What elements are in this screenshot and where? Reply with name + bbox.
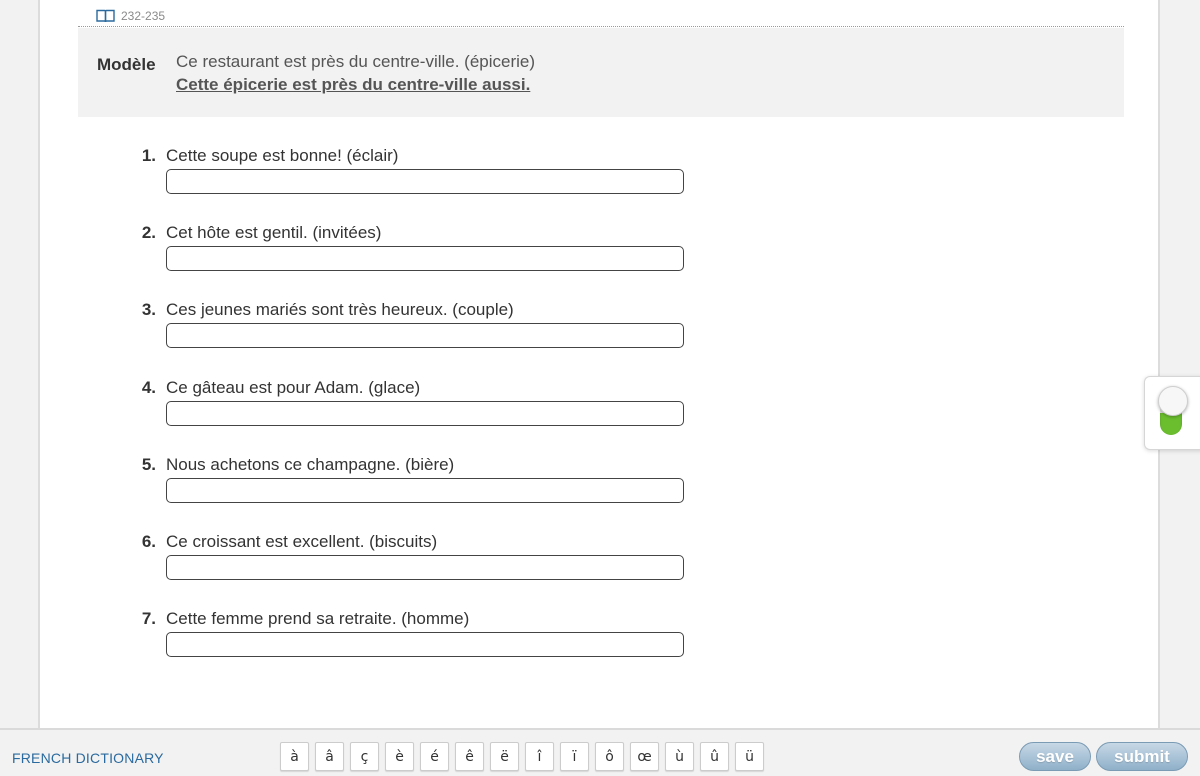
- answer-input-1[interactable]: [166, 169, 684, 194]
- item-prompt: Ce croissant est excellent. (biscuits): [166, 532, 438, 551]
- toggle-panel: [1144, 376, 1200, 450]
- answer-input-7[interactable]: [166, 632, 684, 657]
- dotted-divider: [78, 26, 1124, 27]
- accent-key[interactable]: é: [420, 742, 449, 771]
- accent-key[interactable]: î: [525, 742, 554, 771]
- page-reference-text: 232-235: [121, 9, 166, 23]
- answer-input-6[interactable]: [166, 555, 684, 580]
- item-number: 6.: [141, 532, 156, 551]
- answer-input-4[interactable]: [166, 401, 684, 426]
- item-number: 2.: [141, 223, 156, 242]
- accent-key[interactable]: ê: [455, 742, 484, 771]
- accent-key[interactable]: û: [700, 742, 729, 771]
- answer-input-3[interactable]: [166, 323, 684, 348]
- accent-key[interactable]: œ: [630, 742, 659, 771]
- answer-input-5[interactable]: [166, 478, 684, 503]
- accent-key[interactable]: à: [280, 742, 309, 771]
- answer-input-2[interactable]: [166, 246, 684, 271]
- model-label: Modèle: [97, 55, 156, 74]
- item-prompt: Ce gâteau est pour Adam. (glace): [166, 378, 421, 397]
- accent-key[interactable]: ù: [665, 742, 694, 771]
- model-box: [78, 28, 1124, 117]
- item-number: 3.: [141, 300, 156, 319]
- accent-key[interactable]: ô: [595, 742, 624, 771]
- footer-bar: [0, 728, 1200, 776]
- item-prompt: Cette soupe est bonne! (éclair): [166, 146, 399, 165]
- accent-key[interactable]: â: [315, 742, 344, 771]
- item-number: 1.: [141, 146, 156, 165]
- item-number: 5.: [141, 455, 156, 474]
- accent-key[interactable]: ë: [490, 742, 519, 771]
- item-prompt: Ces jeunes mariés sont très heureux. (couple): [166, 300, 514, 319]
- item-number: 7.: [141, 609, 156, 628]
- accent-key[interactable]: ç: [350, 742, 379, 771]
- page-reference[interactable]: [96, 6, 165, 26]
- accent-key[interactable]: ü: [735, 742, 764, 771]
- item-prompt: Cet hôte est gentil. (invitées): [166, 223, 382, 242]
- item-prompt: Nous achetons ce champagne. (bière): [166, 455, 455, 474]
- save-button[interactable]: save: [1019, 742, 1091, 771]
- item-number: 4.: [141, 378, 156, 397]
- submit-button[interactable]: submit: [1096, 742, 1188, 771]
- toggle-knob[interactable]: [1158, 386, 1188, 416]
- model-prompt: Ce restaurant est près du centre-ville. (épicerie): [176, 52, 536, 71]
- model-answer: Cette épicerie est près du centre-ville aussi.: [176, 75, 531, 94]
- french-dictionary-link[interactable]: FRENCH DICTIONARY: [12, 750, 164, 766]
- book-icon: [96, 9, 115, 23]
- accent-key[interactable]: è: [385, 742, 414, 771]
- accent-keyboard: [280, 742, 764, 771]
- accent-key[interactable]: ï: [560, 742, 589, 771]
- item-prompt: Cette femme prend sa retraite. (homme): [166, 609, 470, 628]
